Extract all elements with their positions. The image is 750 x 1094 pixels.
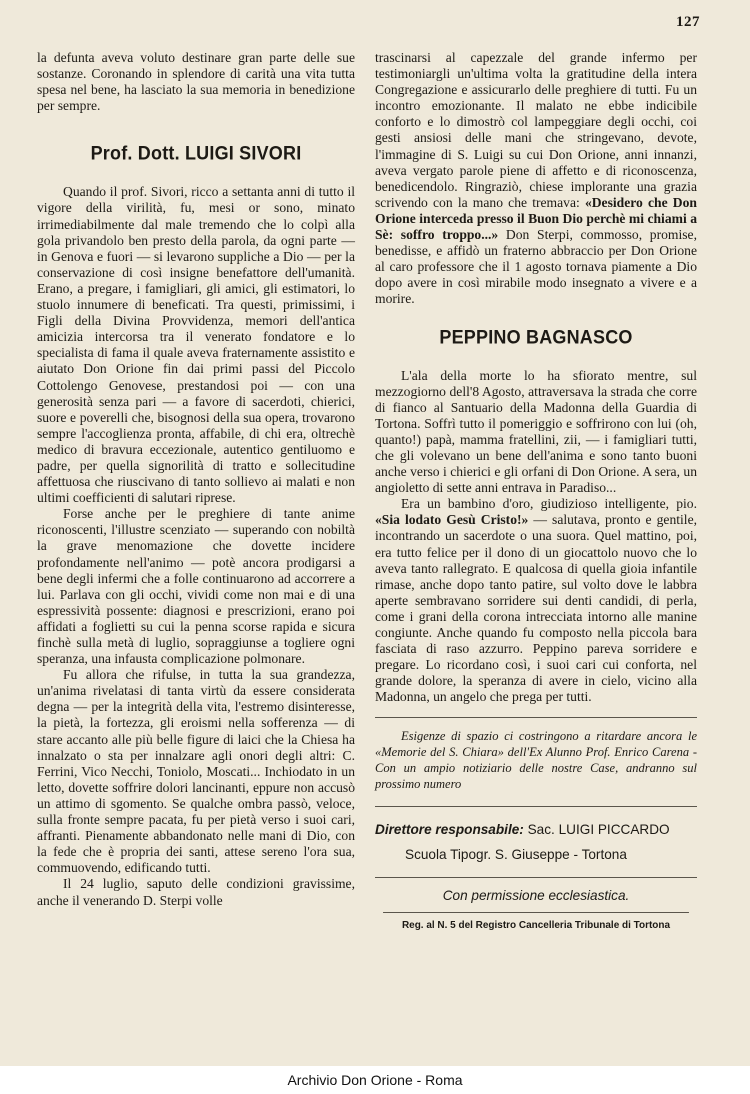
printer-line: Scuola Tipogr. S. Giuseppe - Tortona <box>405 847 627 863</box>
sivori-paragraph-2: Forse anche per le preghiere di tante anime riconoscenti, l'illustre scenziato — superando con nobiltà la grave menomazione che dovette incidere profondamente nell'animo — potè ancora prodigarsi a bene degli infermi che a folle continuarono ad accorrere a lui. Parlava con gli occhi, vividi come non mai e di una espressività possente: diagnosi e prescrizioni, erano poi affidati a foglietti su cui la penna scorse rapida e sicura finchè sulla metà di luglio, sopraggiunse a togliere ogni speranza, una infausta complicazione polmonare. <box>37 506 355 667</box>
article-title-sivori: Prof. Dott. LUIGI SIVORI <box>90 142 302 165</box>
left-column <box>37 50 355 909</box>
registry-line: Reg. al N. 5 del Registro Cancelleria Tribunale di Tortona <box>383 912 689 931</box>
director-box <box>375 806 697 867</box>
director-line <box>375 817 697 842</box>
sivori-continuation-text-2: Don Sterpi, commosso, promise, benedisse, e affidò un fraterno abbraccio per Don Orione al caro professore che il 1 agosto tornava piamente a Dio dopo avere in così mirabile modo insegnato a vivere e a morire. <box>375 227 697 307</box>
editorial-note <box>375 717 697 792</box>
bagnasco-quote: «Sia lodato Gesù Cristo!» <box>375 512 529 528</box>
director-label: Direttore responsabile: <box>375 822 524 838</box>
sivori-paragraph-3: Fu allora che rifulse, in tutta la sua grandezza, un'anima rivelatasi di tanta virtù da essere considerata degna — per la integrità della vita, l'estremo disinteresse, la pietà, la fortezza, gli eroismi nella sofferenza — di stare accanto alle più belle figure di laici che la Chiesa ha innalzato o sta per innalzare agli onori degli altri: C. Ferrini, Vico Necchi, Toniolo, Moscati... Inchiodato in un letto, dovette soffrire dolori lancinanti, eppure non accusò un attimo di sgomento. Se qualche ombra passò, veloce, sulla fronte sempre pacata, fu per pietà verso i suoi cari, affranti. Pienamente abbandonato nelle mani di Dio, con la fede che è propria dei santi, attese sereno l'ora sua, commuovendo, edificando tutti. <box>37 667 355 876</box>
archive-footer: Archivio Don Orione - Roma <box>0 1066 750 1094</box>
sivori-paragraph-1: Quando il prof. Sivori, ricco a settanta anni di tutto il vigore della virilità, fu, mesi or sono, minato irrimediabilmente dal male tremendo che lo colpì alla gola privandolo ben presto della parola, da ogni parte — in Genova e fuori — si levarono suppliche a Dio — per la conservazione di così insigne benefattore dell'umanità. Erano, a pregare, i famigliari, gli amici, gli estimatori, lo stuolo innumere di beneficati. Tra questi, primissimi, i Figli della Divina Provvidenza, memori dell'antica amicizia intercorsa tra il venerato fondatore e lo specialista di fama il quale aveva fraternamente assistito e aiutato Don Orione fin dai primi passi del Piccolo Cottolengo Genovese, prestandosi poi — con una generosità senza pari — a favore di sacerdoti, chierici, suore e poverelli che, bisognosi della sua opera, trovarono sempre l'accoglienza pronta, affabile, di chi era, oltrechè medico di bravura eccezionale, autentico gentiluomo e padre, per quella signorilità di tratto e sollecitudine affettuosa che riuscivano di tanto sollievo ai malati e non ultimi coefficienti di salutari riprese. <box>37 184 355 506</box>
bagnasco-paragraph-1: L'ala della morte lo ha sfiorato mentre, sul mezzogiorno dell'8 Agosto, attraversava la strada che corre di fianco al Santuario della Madonna della Guardia di Tortona. Soffrì tutto il pomeriggio e soffrirono con lui (oh, quanto!) papà, mamma fratellini, zii, — i famigliari tutti, che gli volevano un bene dell'anima e sono tanto buoni anche verso i chierici e gli orfani di Don Orione. A sera, un angioletto di sette anni entrava in Paradiso... <box>375 367 697 496</box>
editorial-note-text: Esigenze di spazio ci costringono a ritardare ancora le «Memorie del S. Chiara» dell'Ex Alunno Prof. Enrico Carena - Con un ampio notiziario delle nostre Case, andranno sul prossimo numero <box>375 729 697 792</box>
ecclesiastical-permission: Con permissione ecclesiastica. <box>375 877 697 906</box>
bagnasco-p2-rest: — salutava, pronto e gentile, incontrando un sacerdote o una suora. Quel mattino, poi, era tutto felice per il dono di un giocattolo nuovo che lo aveva tanto rallegrato. E qualcosa di quella gioia infantile rimase, anche dopo tanto patire, sul volto dove le labbra aperte sembravano sorridere sui denti candidi, di perla, come i grani della corona intrecciata intorno alle manine congiunte. Anche quando fu composto nella piccola bara fasciata di raso azzurro. Peppino pareva sorridere e pregare. Lo ricordano così, i suoi cari cui conforta, nel grande dolore, la speranza di avere in cielo, vicino alla Madonna, un angelo che prega per tutti. <box>375 512 697 705</box>
director-name: Sac. LUIGI PICCARDO <box>527 822 670 838</box>
sivori-quote: «Desidero che Don Orione interceda presso il Buon Dio perchè mi chiami a Sè: soffro troppo...» <box>375 194 697 243</box>
previous-article-ending: la defunta aveva voluto destinare gran parte delle sue sostanze. Coronando in splendore di carità una vita tutta spesa nel bene, ha lasciato la sua memoria in benedizione per sempre. <box>37 50 355 114</box>
page-number: 127 <box>676 14 700 30</box>
right-column <box>375 50 697 931</box>
bagnasco-paragraph-2 <box>375 496 697 705</box>
article-title-bagnasco: PEPPINO BAGNASCO <box>439 325 633 348</box>
bagnasco-p2-start: Era un bambino d'oro, giudizioso intelligente, pio. <box>401 496 697 512</box>
sivori-paragraph-4: Il 24 luglio, saputo delle condizioni gravissime, anche il venerando D. Sterpi volle <box>37 876 355 908</box>
sivori-continuation-text: trascinarsi al capezzale del grande infermo per testimoniargli un'ultima volta la gratitudine della intera Congregazione e assicurarlo delle preghiere di tutti. Fu un incontro emozionante. Il malato ne ebbe indicibile conforto e lo dimostrò col lampeggiare degli occhi, coi gesti ansiosi delle mani che stringevano, devote, l'immagine di S. Luigi su cui Don Orione, anni innanzi, aveva vergato parole piene di affetto e di riconoscenza, benedicendolo. Ringraziò, chiese implorante una grazia scrivendo con la mano che tremava: <box>375 50 697 210</box>
sivori-continuation <box>375 50 697 308</box>
